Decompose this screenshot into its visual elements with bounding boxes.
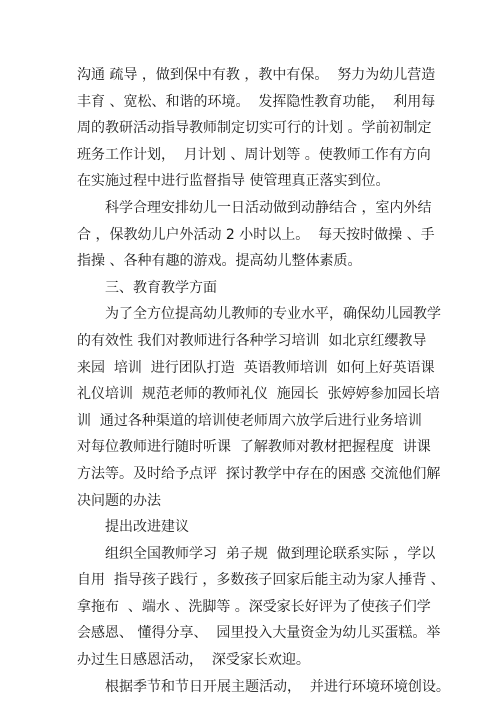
text-line: 合 ，保教幼儿户外活动 2 小时以上。 每天按时做操 、手 [77,226,435,243]
text-line: 在实施过程中进行监督指导 使管理真正落实到位。 [77,173,390,190]
text-line: 丰育 、宽松、和谐的环境。 发挥隐性教育功能， 利用每 [77,93,436,110]
text-line: 训 通过各种渠道的培训使老师周六放学后进行业务培训 [77,412,422,429]
body-text [77,62,450,700]
text-line: 方法等。及时给予点评 探讨教学中存在的困惑 交流他们解 [77,465,441,482]
text-line: 对每位教师进行随时听课 了解教师对教材把握程度 讲课 [77,439,431,456]
text-line: 的有效性 我们对教师进行各种学习培训 如北京红缨教导 [77,332,427,349]
section-heading: 三、教育教学方面 [105,279,217,296]
paragraph-start-line: 为了全方位提高幼儿教师的专业水平，确保幼儿园教学 [105,306,441,323]
paragraph-start-line: 科学合理安排幼儿一日活动做到动静结合 ，室内外结 [105,199,432,216]
text-line: 礼仪培训 规范老师的教师礼仪 施园长 张婷婷参加园长培 [77,386,440,403]
text-line: 沟通 疏导 ，做到保中有教 ，教中有保。 努力为幼儿营造 [77,67,436,83]
text-line: 自用 指导孩子践行 ，多数孩子回家后能主动为家人捶背 、 [77,572,445,589]
text-line: 周的教研活动指导教师制定切实可行的计划 。学前初制定 [77,120,432,137]
text-line: 班务工作计划， 月计划 、周计划等 。使教师工作有方向 [77,146,431,163]
text-line: 来园 培训 进行团队打造 英语教师培训 如何上好英语课 [77,359,435,376]
paragraph-start-line: 组织全国教师学习 弟子规 做到理论联系实际 ，学以 [105,545,436,562]
subheading: 提出改进建议 [105,519,189,536]
text-line: 会感恩、 懂得分享、 园里投入大量资金为幼儿买蛋糕。举 [77,625,441,642]
text-line: 指操 、各种有趣的游戏。提高幼儿整体素质。 [77,253,362,270]
text-line: 办过生日感恩活动， 深受家长欢迎。 [77,652,310,669]
text-line: 决问题的办法 [77,492,161,509]
text-line: 拿拖布 、端水 、洗脚等 。深受家长好评为了使孩子们学 [77,598,431,615]
paragraph-start-line: 根据季节和节日开展主题活动， 并进行环境环境创设。 [105,678,450,695]
